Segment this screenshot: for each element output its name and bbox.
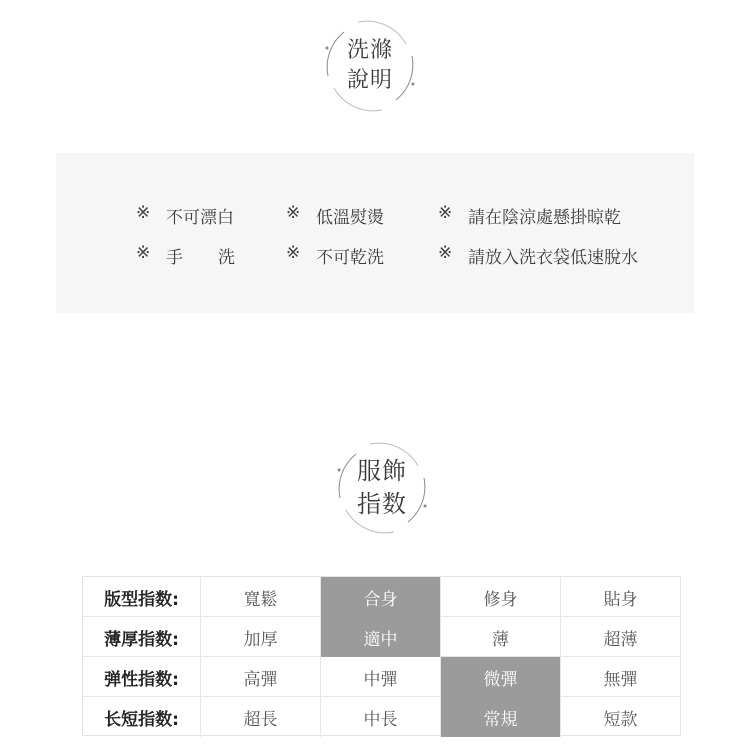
care-title-line1: 洗滌 xyxy=(346,38,393,63)
row-label: 薄厚指数: xyxy=(83,617,201,657)
care-item-text: 請放入洗衣袋低速脫水 xyxy=(468,248,638,268)
option-cell: 高彈 xyxy=(201,657,321,697)
fit-title-line1: 服飾 xyxy=(357,457,407,485)
option-cell: 超薄 xyxy=(603,629,638,650)
option-cell: 加厚 xyxy=(201,617,321,657)
care-item xyxy=(136,243,270,268)
option-cell: 中長 xyxy=(321,697,441,737)
care-item-text: 不可漂白 xyxy=(166,208,234,228)
selected-option-cell: 微彈 xyxy=(441,657,561,697)
reference-mark-icon: ※ xyxy=(286,243,301,263)
care-item xyxy=(438,203,621,228)
fit-index-table xyxy=(82,576,681,736)
fit-section-title xyxy=(334,440,430,536)
fit-section-badge xyxy=(334,440,430,536)
selected-option-cell: 合身 xyxy=(321,577,441,617)
selected-option-cell: 適中 xyxy=(321,617,441,657)
row-label: 版型指数: xyxy=(83,577,201,617)
reference-mark-icon: ※ xyxy=(438,243,453,263)
row-label: 长短指数: xyxy=(83,697,201,737)
option-cell: 薄 xyxy=(441,617,561,657)
option-cell: 無彈 xyxy=(603,669,638,690)
option-cell: 超長 xyxy=(201,697,321,737)
table-row xyxy=(83,697,680,737)
option-cell: 修身 xyxy=(441,577,561,617)
selected-option-cell: 常規 xyxy=(441,697,561,737)
reference-mark-icon: ※ xyxy=(136,203,151,223)
care-item-text: 請在陰涼處懸掛晾乾 xyxy=(468,208,621,228)
option-cell: 中彈 xyxy=(321,657,441,697)
care-row xyxy=(56,243,694,267)
care-title-line2: 說明 xyxy=(346,68,393,93)
care-item-text: 手洗 xyxy=(166,248,270,268)
reference-mark-icon: ※ xyxy=(286,203,301,223)
fit-title-line2: 指数 xyxy=(357,490,407,518)
row-label: 弹性指数: xyxy=(83,657,201,697)
table-row xyxy=(83,657,680,697)
table-row xyxy=(83,577,680,617)
care-section-badge xyxy=(322,18,418,114)
care-item xyxy=(438,243,638,268)
table-row xyxy=(83,617,680,657)
care-instructions-panel xyxy=(56,153,694,313)
option-cell: 貼身 xyxy=(603,589,638,610)
care-item-text: 低溫熨燙 xyxy=(316,208,384,228)
care-item-text: 不可乾洗 xyxy=(316,248,384,268)
reference-mark-icon: ※ xyxy=(438,203,453,223)
care-item xyxy=(136,203,234,228)
care-section-title xyxy=(322,18,418,114)
option-cell: 寬鬆 xyxy=(201,577,321,617)
option-cell: 短款 xyxy=(603,709,638,730)
care-row xyxy=(56,203,694,227)
reference-mark-icon: ※ xyxy=(136,243,151,263)
care-item xyxy=(286,203,384,228)
care-item xyxy=(286,243,384,268)
